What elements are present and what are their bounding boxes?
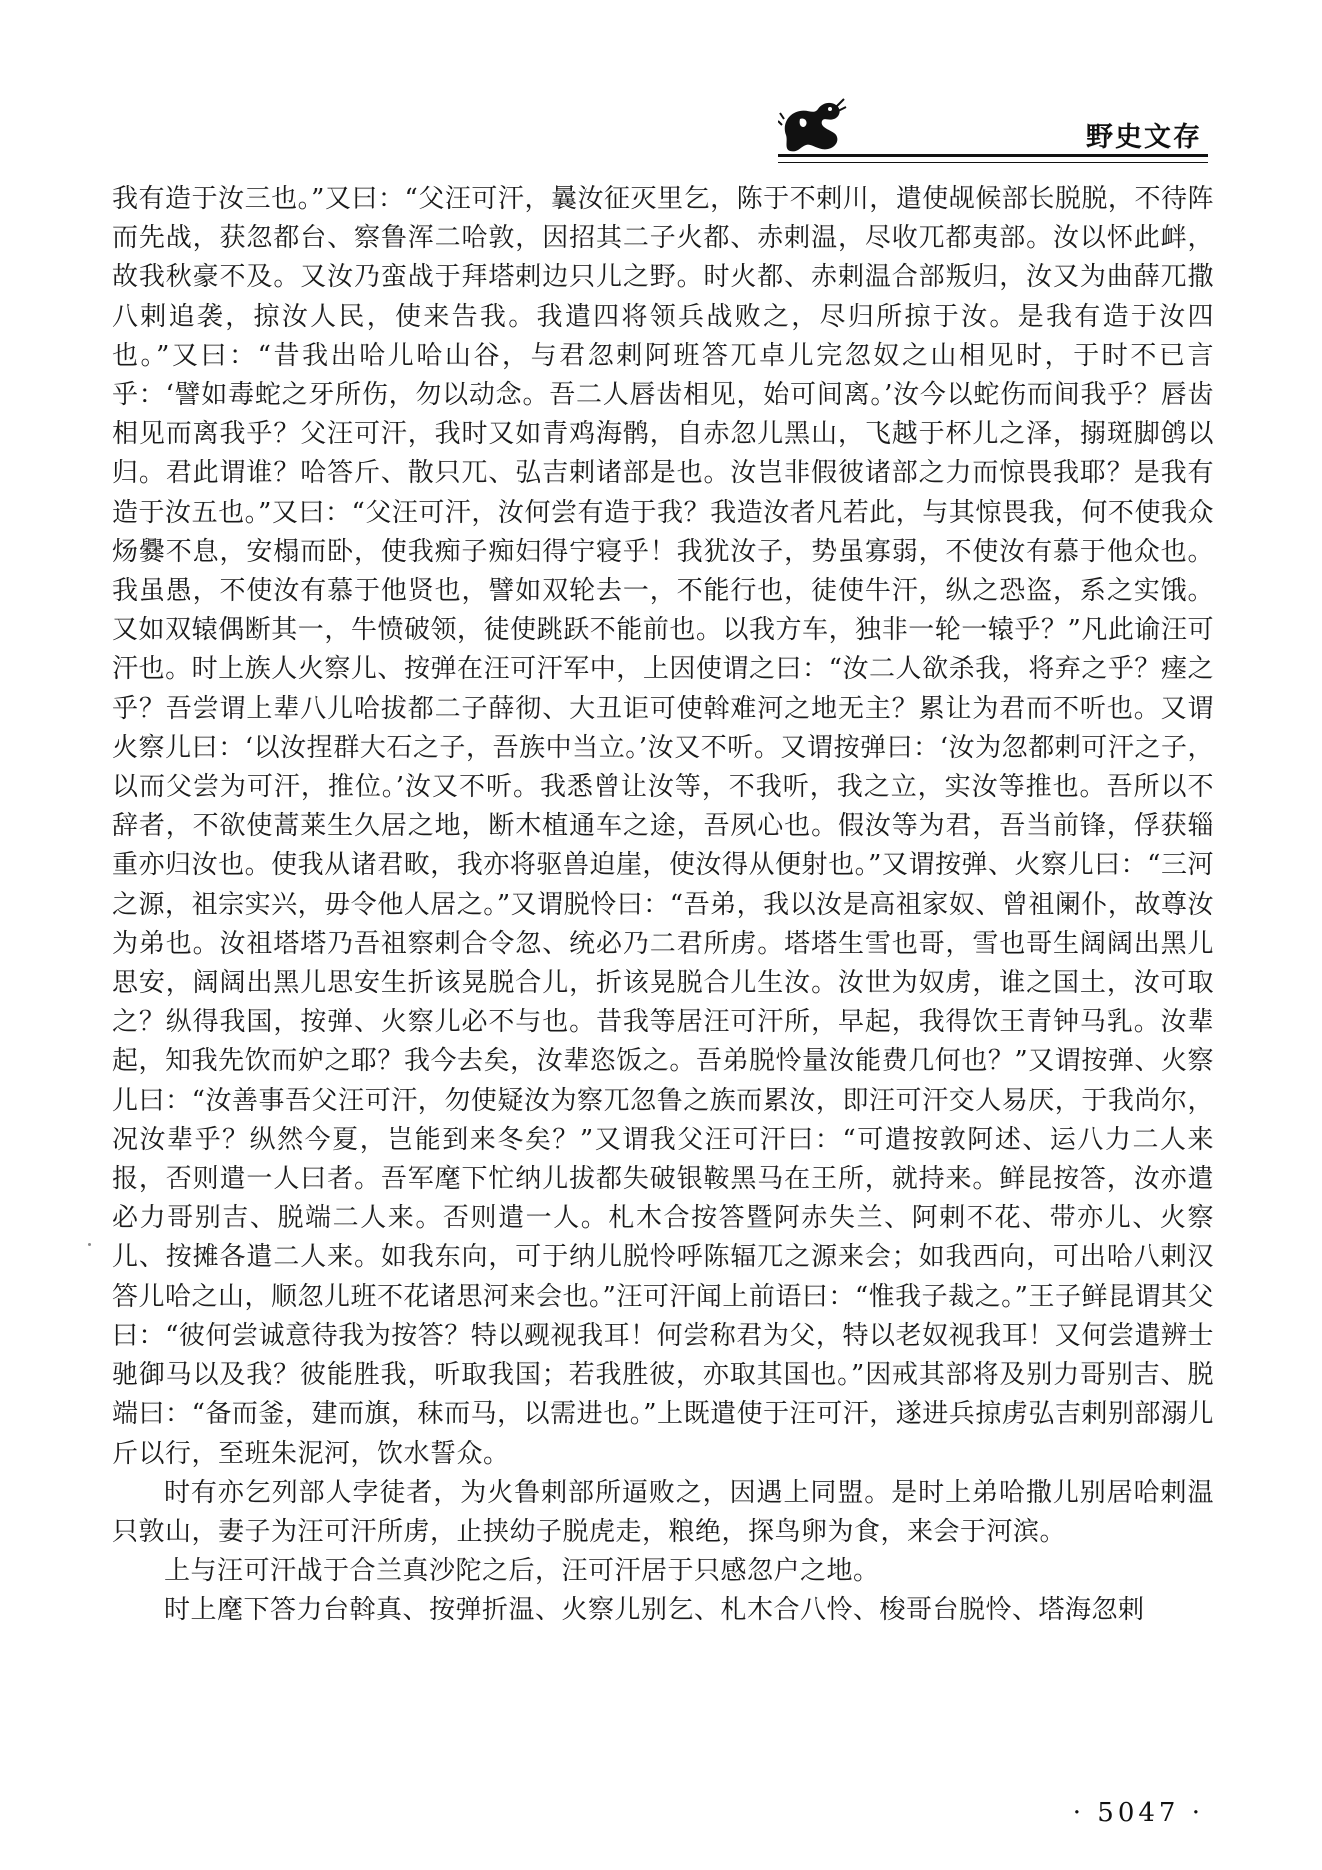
series-title: 野史文存 (1086, 122, 1202, 153)
scan-speck (88, 1243, 91, 1246)
paragraph-2: 时有亦乞列部人孛徒者，为火鲁剌部所逼败之，因遇上同盟。是时上弟哈撒儿别居哈剌温只敦山，妻子为汪可汗所虏，止挟幼子脱虎走，粮绝，探鸟卵为食，来会于河滨。 (112, 1477, 1214, 1547)
paragraph-3: 上与汪可汗战于合兰真沙陀之后，汪可汗居于只感忽户之地。 (164, 1556, 880, 1587)
header-rule-thick (778, 154, 1208, 157)
body-text (112, 180, 1214, 1631)
running-header (778, 95, 1208, 165)
header-rule-thin (778, 162, 1208, 163)
page-number: · 5047 · (1072, 1798, 1204, 1828)
dragon-emblem-icon (778, 95, 848, 157)
paragraph-4: 时上麾下答力台斡真、按弹折温、火察儿别乞、札木合八怜、梭哥台脱怜、塔海忽剌 (164, 1595, 1145, 1626)
paragraph-1: 我有造于汝三也。”又曰：“父汪可汗，曩汝征灭里乞，陈于不剌川，遣使觇候部长脱脱，不待阵而先战，获忽都台、察鲁浑二哈敦，因招其二子火都、赤剌温，尽收兀都夷部。汝以怀此衅，故我秋豪不及。又汝乃蛮战于拜塔剌边只儿之野。时火都、赤剌温合部叛归，汝又为曲薛兀撒八剌追袭，掠汝人民，使来告我。我遣四将领兵战败之，尽归所掠于汝。是我有造于汝四也。”又曰：“昔我出哈儿哈山谷，与君忽剌阿班答兀卓儿完忽奴之山相见时，于时不已言乎：‘譬如毒蛇之牙所伤，勿以动念。吾二人唇齿相见，始可间离。’汝今以蛇伤而间我乎？唇齿相见而离我乎？父汪可汗，我时又如青鸡海鹘，自赤忽儿黑山，飞越于杯儿之泽，搦斑脚鸧以归。君此谓谁？哈答斤、散只兀、弘吉剌诸部是也。汝岂非假彼诸部之力而惊畏我耶？是我有造于汝五也。”又曰：“父汪可汗，汝何尝有造于我？我造汝者凡若此，与其惊畏我，何不使我众炀爨不息，安榻而卧，使我痴子痴妇得宁寝乎！我犹汝子，势虽寡弱，不使汝有慕于他众也。我虽愚，不使汝有慕于他贤也，譬如双轮去一，不能行也，徒使牛汗，纵之恐盗，系之实饿。又如双辕偶断其一，牛愤破领，徒使跳跃不能前也。以我方车，独非一轮一辕乎？”凡此谕汪可汗也。时上族人火察儿、按弹在汪可汗军中，上因使谓之曰：“汝二人欲杀我，将弃之乎？瘗之乎？吾尝谓上辈八儿哈拔都二子薛彻、大丑讵可使斡难河之地无主？累让为君而不听也。又谓火察儿曰：‘以汝捏群大石之子，吾族中当立。’汝又不听。又谓按弹曰：‘汝为忽都剌可汗之子，以而父尝为可汗，推位。’汝又不听。我悉曾让汝等，不我听，我之立，实汝等推也。吾所以不辞者，不欲使蒿莱生久居之地，断木植通车之途，吾夙心也。假汝等为君，吾当前锋，俘获辎重亦归汝也。使我从诸君畋，我亦将驱兽迫崖，使汝得从便射也。”又谓按弹、火察儿曰：“三河之源，祖宗实兴，毋令他人居之。”又谓脱怜曰：“吾弟，我以汝是高祖家奴、曾祖阑仆，故尊汝为弟也。汝祖塔塔乃吾祖察剌合令忽、统必乃二君所虏。塔塔生雪也哥，雪也哥生阔阔出黑儿思安，阔阔出黑儿思安生折该晃脱合儿，折该晃脱合儿生汝。汝世为奴虏，谁之国土，汝可取之？纵得我国，按弹、火察儿必不与也。昔我等居汪可汗所，早起，我得饮王青钟马乳。汝辈起，知我先饮而妒之耶？我今去矣，汝辈恣饭之。吾弟脱怜量汝能费几何也？”又谓按弹、火察儿曰：“汝善事吾父汪可汗，勿使疑汝为察兀忽鲁之族而累汝，即汪可汗交人易厌，于我尚尔，况汝辈乎？纵然今夏，岂能到来冬矣？”又谓我父汪可汗曰：“可遣按敦阿述、运八力二人来报，否则遣一人曰者。吾军麾下忙纳儿拔都失破银鞍黑马在王所，就持来。鲜昆按答，汝亦遣必力哥别吉、脱端二人来。否则遣一人。札木合按答暨阿赤失兰、阿剌不花、带亦儿、火察儿、按摊各遣二人来。如我东向，可于纳儿脱怜呼陈辐兀之源来会；如我西向，可出哈八剌汉答儿哈之山，顺忽儿班不花诸思河来会也。”汪可汗闻上前语曰：“惟我子裁之。”王子鲜昆谓其父曰：“彼何尝诚意待我为按答？特以觋视我耳！何尝称君为父，特以老奴视我耳！又何尝遣辨士驰御马以及我？彼能胜我，听取我国；若我胜彼，亦取其国也。”因戒其部将及别力哥别吉、脱端曰：“备而釜，建而旗，秣而马，以需进也。”上既遣使于汪可汗，遂进兵掠虏弘吉剌别部溺儿斤以行，至班朱泥河，饮水誓众。 (112, 184, 1214, 1469)
